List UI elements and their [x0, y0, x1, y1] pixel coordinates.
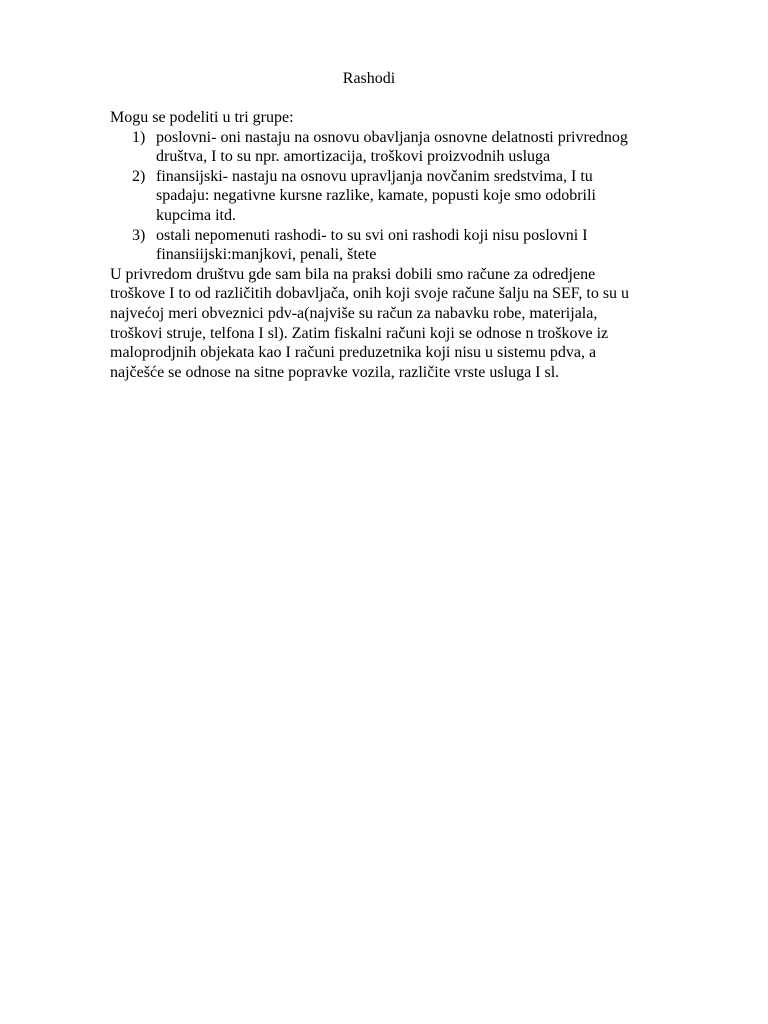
paragraph-line: najčešće se odnose na sitne popravke vozila, različite vrste usluga I sl. — [110, 363, 560, 381]
list-item-line: društva, I to su npr. amortizacija, troškovi proizvodnih usluga — [156, 148, 551, 166]
paragraph-line: U privredom društvu gde sam bila na praksi dobili smo račune za odredjene — [110, 265, 596, 283]
paragraph-line: troškovi struje, telfona I sl). Zatim fiskalni računi koji se odnose n troškove iz — [110, 324, 609, 342]
paragraph-line: najvećoj meri obveznici pdv-a(najviše su račun za nabavku robe, materijala, — [110, 304, 598, 322]
list-item-line: finansijski- nastaju na osnovu upravljanja novčanim sredstvima, I tu — [156, 167, 593, 185]
list-item-line: poslovni- oni nastaju na osnovu obavljanja osnovne delatnosti privrednog — [156, 128, 628, 146]
list-number: 3) — [132, 226, 146, 244]
list-number: 1) — [132, 128, 146, 146]
list-number: 2) — [132, 167, 146, 185]
list-item-line: kupcima itd. — [156, 206, 236, 224]
list-item-line: ostali nepomenuti rashodi- to su svi oni rashodi koji nisu poslovni I — [156, 226, 588, 244]
list-item-line: finansiijski:manjkovi, penali, štete — [156, 246, 377, 264]
intro-text: Mogu se podeliti u tri grupe: — [110, 109, 294, 126]
body-paragraph — [110, 265, 705, 383]
paragraph-line: troškove I to od različitih dobavljača, onih koji svoje račune šalju na SEF, to su u — [110, 285, 630, 303]
list-item-2 — [110, 167, 705, 226]
list-item-line: spadaju: negativne kursne razlike, kamate, popusti koje smo odobrili — [156, 187, 596, 205]
paragraph-line: maloprodjnih objekata kao I računi preduzetnika koji nisu u sistemu pdva, a — [110, 344, 597, 362]
list-item-3 — [110, 226, 705, 265]
document-title: Rashodi — [342, 70, 396, 87]
document-body — [110, 108, 705, 382]
list-item-1 — [110, 128, 705, 167]
